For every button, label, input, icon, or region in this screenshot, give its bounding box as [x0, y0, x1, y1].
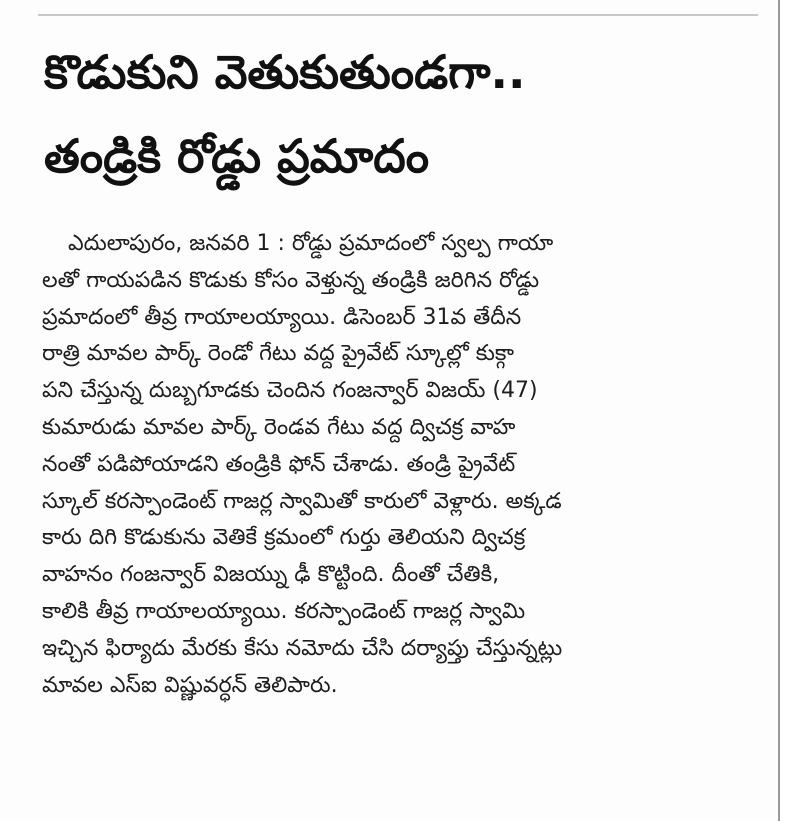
page-margin [780, 0, 800, 821]
headline-line: కొడుకుని వెతుకుతుండగా.. [44, 45, 526, 99]
body-line: ఎదులాపురం, జనవరి 1 : రోడ్డు ప్రమాదంలో స్వల్ప గాయా [68, 231, 554, 256]
top-divider [38, 14, 758, 16]
body-line: మావల ఎస్ఐ విష్ణువర్ధన్ తెలిపారు. [42, 672, 338, 698]
body-line: స్కూల్ కరస్పాండెంట్ గాజర్ల స్వామితో కారులో వెళ్లారు. అక్కడ [42, 488, 562, 514]
body-line: ప్రమాదంలో తీవ్ర గాయాలయ్యాయి. డిసెంబర్ 31వ తేదీన [42, 304, 522, 330]
headline-line: తండ్రికి రోడ్డు ప్రమాదం [44, 129, 430, 183]
body-line: కుమారుడు మావల పార్క్ రెండవ గేటు వద్ద ద్విచక్ర వాహ [42, 414, 516, 440]
headline [44, 30, 764, 198]
article-body [42, 226, 748, 704]
body-line: కారు దిగి కొడుకును వెతికే క్రమంలో గుర్తు తెలియని ద్విచక్ర [42, 525, 526, 551]
body-line: పని చేస్తున్న దుబ్బగూడకు చెందిన గంజన్వార్ విజయ్ (47) [42, 378, 538, 404]
body-line: కాలికి తీవ్ర గాయాలయ్యాయి. కరస్పాండెంట్ గాజర్ల స్వామి [42, 598, 526, 624]
body-line: వాహనం గంజన్వార్ విజయ్ను ఢీ కొట్టింది. దీంతో చేతికి, [42, 562, 500, 588]
body-line: రాత్రి మావల పార్క్ రెండో గేటు వద్ద ప్రైవేట్ స్కూల్లో కుక్గా [42, 341, 514, 367]
body-line: నంతో పడిపోయాడని తండ్రికి ఫోన్ చేశాడు. తండ్రి ప్రైవేట్ [42, 451, 516, 477]
body-line: లతో గాయపడిన కొడుకు కోసం వెళ్తున్న తండ్రికి జరిగిన రోడ్డు [42, 267, 540, 293]
body-line: ఇచ్చిన ఫిర్యాదు మేరకు కేసు నమోదు చేసి దర్యాప్తు చేస్తున్నట్లు [42, 635, 563, 661]
